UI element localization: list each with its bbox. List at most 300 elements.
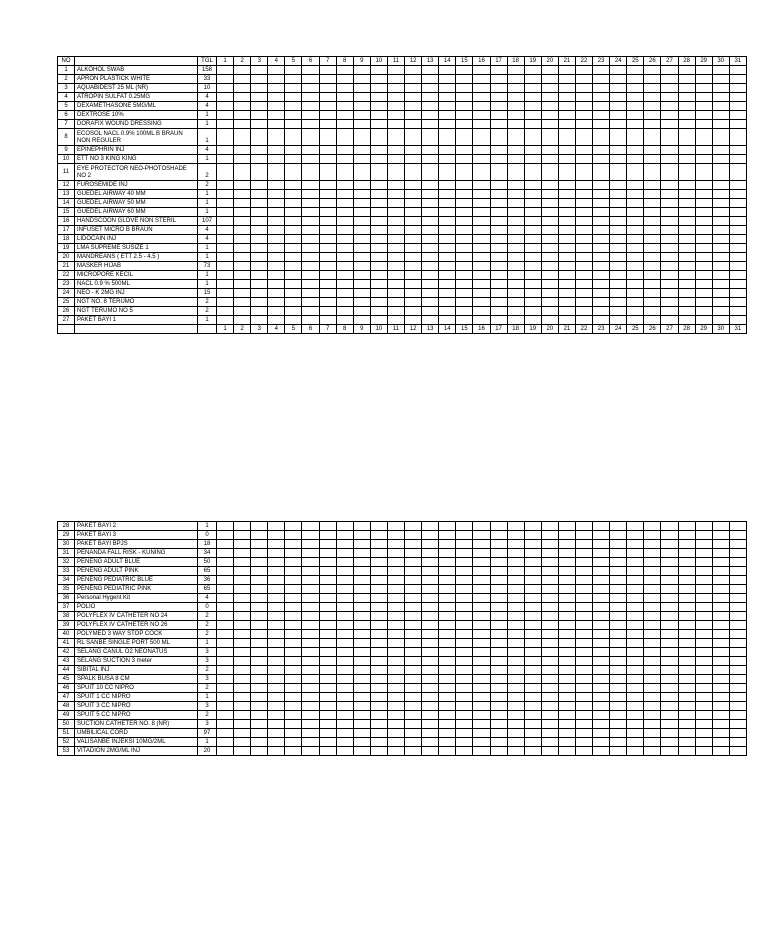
item-no: 23 — [58, 280, 75, 289]
day-cell — [405, 262, 422, 271]
day-footer: 28 — [678, 325, 695, 334]
day-cell — [302, 262, 319, 271]
day-cell — [387, 720, 404, 729]
day-cell — [422, 298, 439, 307]
day-cell — [405, 675, 422, 684]
day-cell — [473, 262, 490, 271]
day-cell — [712, 702, 729, 711]
day-cell — [729, 720, 746, 729]
item-tgl-qty: 10 — [198, 84, 217, 93]
day-cell — [507, 738, 524, 747]
day-cell — [285, 576, 302, 585]
item-no: 43 — [58, 657, 75, 666]
day-cell — [490, 120, 507, 129]
day-cell — [695, 129, 712, 146]
day-cell — [712, 217, 729, 226]
day-cell — [456, 298, 473, 307]
day-header: 11 — [387, 57, 404, 66]
day-cell — [729, 729, 746, 738]
day-cell — [387, 630, 404, 639]
day-cell — [575, 146, 592, 155]
day-cell — [695, 522, 712, 531]
day-cell — [507, 190, 524, 199]
day-cell — [627, 729, 644, 738]
day-cell — [387, 747, 404, 756]
day-footer: 13 — [422, 325, 439, 334]
day-footer: 6 — [302, 325, 319, 334]
day-cell — [336, 612, 353, 621]
day-cell — [524, 585, 541, 594]
day-cell — [507, 585, 524, 594]
day-cell — [644, 666, 661, 675]
day-cell — [644, 190, 661, 199]
day-cell — [473, 271, 490, 280]
day-cell — [370, 199, 387, 208]
day-cell — [217, 729, 234, 738]
day-cell — [661, 657, 678, 666]
day-cell — [234, 585, 251, 594]
day-cell — [353, 155, 370, 164]
day-cell — [387, 199, 404, 208]
day-cell — [370, 289, 387, 298]
day-cell — [729, 585, 746, 594]
day-cell — [644, 181, 661, 190]
day-cell — [370, 693, 387, 702]
day-cell — [473, 657, 490, 666]
day-cell — [695, 702, 712, 711]
day-cell — [473, 747, 490, 756]
day-cell — [285, 711, 302, 720]
day-cell — [558, 280, 575, 289]
day-cell — [644, 235, 661, 244]
day-cell — [490, 621, 507, 630]
day-cell — [695, 102, 712, 111]
day-cell — [678, 316, 695, 325]
table-row — [58, 146, 747, 155]
day-header: 14 — [439, 57, 456, 66]
day-cell — [678, 675, 695, 684]
day-cell — [456, 747, 473, 756]
day-cell — [490, 585, 507, 594]
day-cell — [712, 93, 729, 102]
day-cell — [336, 298, 353, 307]
day-cell — [524, 253, 541, 262]
day-cell — [439, 129, 456, 146]
day-cell — [473, 549, 490, 558]
stock-table-body — [58, 522, 747, 756]
day-cell — [610, 262, 627, 271]
item-no: 45 — [58, 675, 75, 684]
day-cell — [456, 102, 473, 111]
day-cell — [644, 603, 661, 612]
day-cell — [336, 540, 353, 549]
day-cell — [575, 120, 592, 129]
day-cell — [370, 747, 387, 756]
day-cell — [234, 738, 251, 747]
day-cell — [319, 129, 336, 146]
day-cell — [473, 612, 490, 621]
day-cell — [387, 271, 404, 280]
day-cell — [353, 226, 370, 235]
day-cell — [353, 603, 370, 612]
day-cell — [558, 576, 575, 585]
item-name: SPUIT 5 CC NIPRO — [75, 711, 198, 720]
day-cell — [234, 217, 251, 226]
day-cell — [268, 146, 285, 155]
day-cell — [490, 657, 507, 666]
day-cell — [336, 253, 353, 262]
day-cell — [558, 684, 575, 693]
day-header: 29 — [695, 57, 712, 66]
day-cell — [302, 567, 319, 576]
day-cell — [319, 111, 336, 120]
day-cell — [251, 630, 268, 639]
day-cell — [661, 531, 678, 540]
day-cell — [217, 684, 234, 693]
day-cell — [353, 738, 370, 747]
day-cell — [422, 102, 439, 111]
day-cell — [541, 146, 558, 155]
day-cell — [644, 102, 661, 111]
day-cell — [678, 235, 695, 244]
day-cell — [644, 630, 661, 639]
day-cell — [610, 146, 627, 155]
day-cell — [251, 522, 268, 531]
day-cell — [558, 102, 575, 111]
day-cell — [678, 66, 695, 75]
day-cell — [302, 666, 319, 675]
day-cell — [490, 630, 507, 639]
item-name: PENENG ADULT PINK — [75, 567, 198, 576]
item-no: 26 — [58, 307, 75, 316]
day-cell — [439, 316, 456, 325]
day-cell — [405, 729, 422, 738]
day-cell — [473, 576, 490, 585]
item-name: PENENG PEDIATRIC BLUE — [75, 576, 198, 585]
day-cell — [678, 612, 695, 621]
item-name: POLYFLEX IV CATHETER NO 24 — [75, 612, 198, 621]
item-name: VALISANBE INJEKSI 10MG/2ML — [75, 738, 198, 747]
day-cell — [439, 93, 456, 102]
day-cell — [558, 66, 575, 75]
day-cell — [661, 522, 678, 531]
item-name: NGT TERUMO NO 5 — [75, 307, 198, 316]
item-tgl-qty: 20 — [198, 747, 217, 756]
day-cell — [695, 711, 712, 720]
day-cell — [541, 576, 558, 585]
day-cell — [439, 120, 456, 129]
day-cell — [695, 549, 712, 558]
day-cell — [251, 66, 268, 75]
item-tgl-qty: 0 — [198, 531, 217, 540]
day-cell — [405, 280, 422, 289]
day-cell — [319, 271, 336, 280]
day-cell — [661, 603, 678, 612]
day-cell — [507, 253, 524, 262]
day-cell — [251, 199, 268, 208]
day-cell — [490, 729, 507, 738]
day-cell — [593, 129, 610, 146]
day-cell — [302, 235, 319, 244]
day-cell — [524, 146, 541, 155]
day-cell — [644, 711, 661, 720]
day-cell — [541, 738, 558, 747]
day-cell — [661, 307, 678, 316]
day-cell — [302, 522, 319, 531]
day-cell — [439, 75, 456, 84]
day-cell — [370, 190, 387, 199]
item-no: 20 — [58, 253, 75, 262]
day-cell — [456, 603, 473, 612]
item-name: ETT NO 3 KING KING — [75, 155, 198, 164]
day-cell — [678, 684, 695, 693]
day-cell — [610, 129, 627, 146]
day-cell — [268, 93, 285, 102]
day-cell — [405, 612, 422, 621]
item-name: PAKET BAYI BPJS — [75, 540, 198, 549]
day-cell — [268, 522, 285, 531]
day-cell — [217, 316, 234, 325]
item-tgl-qty: 18 — [198, 540, 217, 549]
day-cell — [473, 102, 490, 111]
day-cell — [285, 630, 302, 639]
day-cell — [336, 66, 353, 75]
day-cell — [473, 316, 490, 325]
day-cell — [268, 612, 285, 621]
day-cell — [678, 657, 695, 666]
day-cell — [439, 271, 456, 280]
day-cell — [473, 111, 490, 120]
day-cell — [507, 66, 524, 75]
day-cell — [234, 612, 251, 621]
day-cell — [558, 549, 575, 558]
day-cell — [678, 666, 695, 675]
day-cell — [234, 702, 251, 711]
day-cell — [422, 594, 439, 603]
day-cell — [558, 307, 575, 316]
day-cell — [712, 280, 729, 289]
day-cell — [644, 522, 661, 531]
day-cell — [251, 648, 268, 657]
day-cell — [507, 648, 524, 657]
day-cell — [234, 102, 251, 111]
day-cell — [490, 549, 507, 558]
day-cell — [456, 711, 473, 720]
day-cell — [422, 271, 439, 280]
day-cell — [593, 729, 610, 738]
day-cell — [678, 702, 695, 711]
day-cell — [285, 226, 302, 235]
day-cell — [661, 567, 678, 576]
day-cell — [507, 720, 524, 729]
day-cell — [490, 280, 507, 289]
day-cell — [251, 558, 268, 567]
day-cell — [644, 226, 661, 235]
day-cell — [524, 531, 541, 540]
day-cell — [268, 585, 285, 594]
day-cell — [234, 84, 251, 93]
day-cell — [627, 576, 644, 585]
day-cell — [473, 567, 490, 576]
day-cell — [285, 75, 302, 84]
day-cell — [234, 693, 251, 702]
day-cell — [627, 684, 644, 693]
day-cell — [524, 630, 541, 639]
day-cell — [353, 648, 370, 657]
day-cell — [234, 684, 251, 693]
item-name: PENENG ADULT BLUE — [75, 558, 198, 567]
day-cell — [251, 164, 268, 181]
day-cell — [251, 576, 268, 585]
day-cell — [610, 244, 627, 253]
day-cell — [541, 558, 558, 567]
day-cell — [422, 190, 439, 199]
day-cell — [285, 199, 302, 208]
day-cell — [593, 603, 610, 612]
day-cell — [678, 280, 695, 289]
day-cell — [524, 84, 541, 93]
day-cell — [387, 657, 404, 666]
item-no: 12 — [58, 181, 75, 190]
day-cell — [610, 567, 627, 576]
day-cell — [336, 603, 353, 612]
day-cell — [712, 120, 729, 129]
day-cell — [678, 199, 695, 208]
day-cell — [456, 244, 473, 253]
table-row — [58, 549, 747, 558]
day-cell — [593, 75, 610, 84]
day-cell — [524, 217, 541, 226]
item-no: 18 — [58, 235, 75, 244]
day-cell — [439, 720, 456, 729]
day-cell — [524, 271, 541, 280]
day-cell — [268, 120, 285, 129]
table-row — [58, 102, 747, 111]
item-name: RL SANBE SINGLE PORT 500 ML — [75, 639, 198, 648]
table-row — [58, 316, 747, 325]
day-cell — [251, 531, 268, 540]
day-cell — [490, 684, 507, 693]
day-cell — [370, 84, 387, 93]
day-cell — [627, 129, 644, 146]
day-cell — [370, 253, 387, 262]
day-cell — [456, 567, 473, 576]
day-cell — [695, 558, 712, 567]
day-footer: 18 — [507, 325, 524, 334]
day-cell — [456, 549, 473, 558]
day-cell — [695, 298, 712, 307]
day-cell — [695, 684, 712, 693]
day-cell — [370, 217, 387, 226]
day-footer: 11 — [387, 325, 404, 334]
day-cell — [678, 711, 695, 720]
day-cell — [644, 540, 661, 549]
table-row — [58, 262, 747, 271]
day-cell — [251, 702, 268, 711]
day-cell — [422, 576, 439, 585]
day-cell — [456, 181, 473, 190]
day-cell — [524, 244, 541, 253]
day-cell — [627, 93, 644, 102]
day-cell — [575, 208, 592, 217]
day-cell — [473, 84, 490, 93]
day-cell — [268, 298, 285, 307]
day-cell — [644, 549, 661, 558]
day-cell — [661, 262, 678, 271]
item-tgl-qty: 2 — [198, 630, 217, 639]
day-cell — [524, 540, 541, 549]
day-cell — [507, 217, 524, 226]
item-no: 47 — [58, 693, 75, 702]
item-name: INFUSET MICRO B BRAUN — [75, 226, 198, 235]
day-cell — [627, 738, 644, 747]
day-cell — [353, 280, 370, 289]
day-cell — [627, 621, 644, 630]
day-cell — [353, 120, 370, 129]
day-cell — [593, 190, 610, 199]
day-cell — [353, 253, 370, 262]
item-tgl-qty: 3 — [198, 702, 217, 711]
item-tgl-qty: 2 — [198, 621, 217, 630]
day-cell — [695, 639, 712, 648]
day-cell — [370, 129, 387, 146]
item-no: 22 — [58, 271, 75, 280]
day-cell — [575, 612, 592, 621]
day-cell — [353, 711, 370, 720]
day-cell — [558, 164, 575, 181]
day-cell — [422, 289, 439, 298]
day-cell — [490, 576, 507, 585]
day-cell — [422, 738, 439, 747]
item-tgl-qty: 4 — [198, 93, 217, 102]
day-cell — [439, 657, 456, 666]
day-cell — [353, 181, 370, 190]
day-cell — [217, 630, 234, 639]
day-cell — [268, 208, 285, 217]
day-cell — [268, 84, 285, 93]
day-cell — [319, 702, 336, 711]
day-cell — [285, 648, 302, 657]
day-cell — [712, 102, 729, 111]
day-cell — [336, 558, 353, 567]
day-cell — [251, 675, 268, 684]
day-cell — [644, 675, 661, 684]
day-cell — [251, 567, 268, 576]
day-cell — [712, 146, 729, 155]
day-cell — [661, 164, 678, 181]
item-no: 3 — [58, 84, 75, 93]
day-cell — [490, 244, 507, 253]
day-cell — [285, 190, 302, 199]
day-cell — [336, 280, 353, 289]
day-cell — [336, 235, 353, 244]
day-cell — [678, 648, 695, 657]
day-cell — [353, 621, 370, 630]
day-cell — [524, 120, 541, 129]
day-cell — [507, 146, 524, 155]
day-cell — [610, 120, 627, 129]
day-cell — [678, 75, 695, 84]
day-cell — [610, 738, 627, 747]
day-cell — [336, 75, 353, 84]
day-cell — [439, 603, 456, 612]
day-cell — [575, 280, 592, 289]
day-cell — [729, 684, 746, 693]
day-cell — [712, 603, 729, 612]
day-cell — [302, 675, 319, 684]
day-cell — [507, 558, 524, 567]
day-cell — [593, 693, 610, 702]
